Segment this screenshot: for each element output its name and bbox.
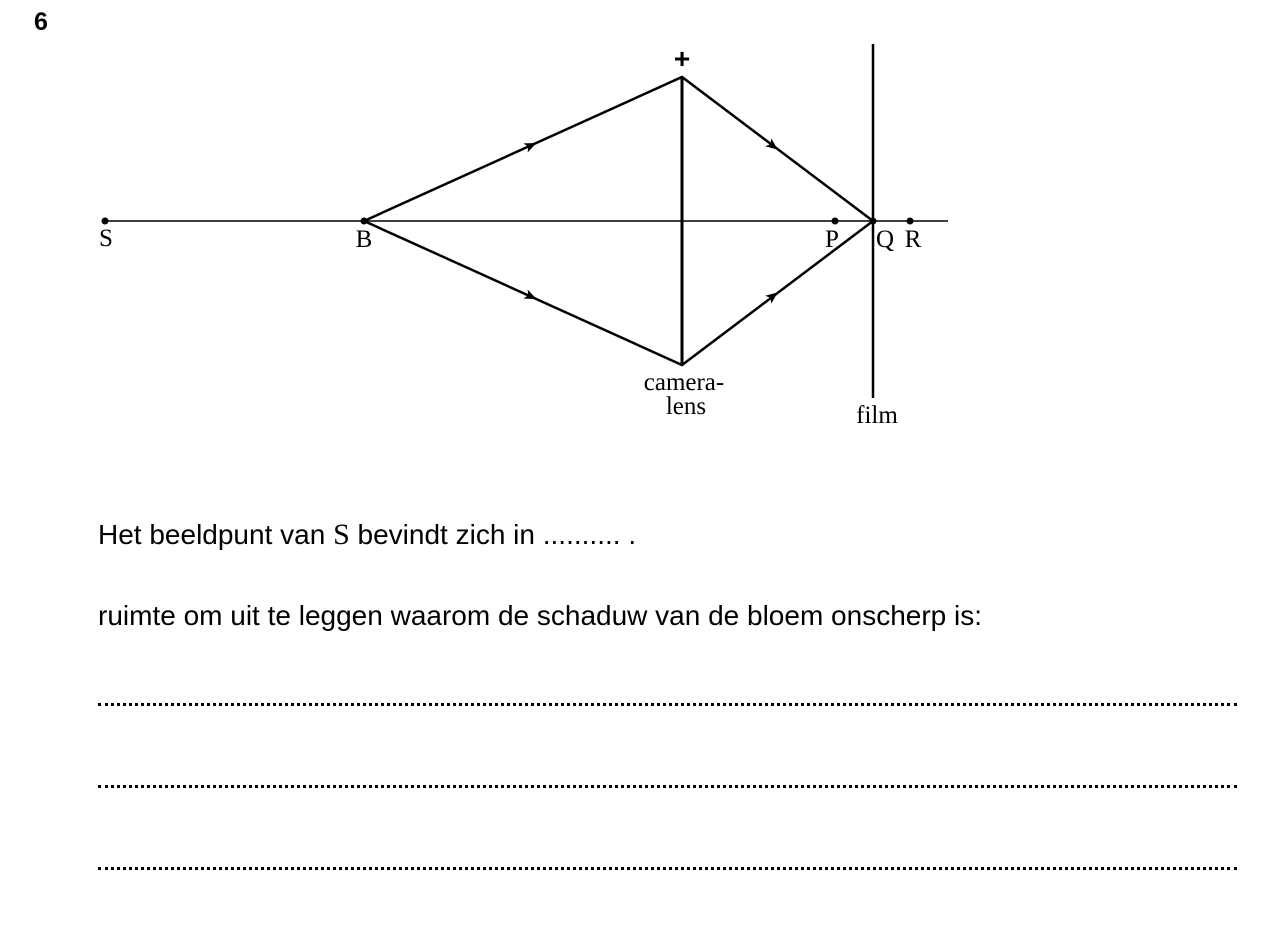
image-point-sentence bbox=[98, 518, 636, 552]
lens-sign: + bbox=[673, 43, 691, 74]
point-q-dot bbox=[870, 218, 877, 225]
point-p-label: P bbox=[825, 226, 839, 253]
point-s-label: S bbox=[99, 225, 113, 252]
lens-label-line1: camera- bbox=[643, 369, 725, 396]
upper-ray bbox=[364, 77, 873, 221]
answer-line[interactable] bbox=[98, 867, 1237, 870]
sentence-prefix: Het beeldpunt van bbox=[98, 519, 334, 550]
lower-ray bbox=[364, 221, 873, 365]
question-number: 6 bbox=[34, 8, 48, 36]
point-r-label: R bbox=[904, 226, 922, 253]
point-p-dot bbox=[832, 218, 839, 225]
film-label: film bbox=[856, 402, 898, 429]
lens-diagram bbox=[0, 0, 1272, 460]
lens-label-line2: lens bbox=[665, 393, 707, 420]
point-r-dot bbox=[907, 218, 914, 225]
sentence-suffix: bevindt zich in .......... . bbox=[349, 519, 637, 550]
point-b-label: B bbox=[355, 226, 373, 253]
explain-prompt: ruimte om uit te leggen waarom de schaduw van de bloem onscherp is: bbox=[98, 600, 983, 631]
point-b-dot bbox=[361, 218, 368, 225]
answer-line[interactable] bbox=[98, 785, 1237, 788]
answer-line[interactable] bbox=[98, 703, 1237, 706]
point-q-label: Q bbox=[875, 226, 895, 253]
sentence-symbol: S bbox=[333, 518, 350, 551]
point-s-dot bbox=[102, 218, 109, 225]
